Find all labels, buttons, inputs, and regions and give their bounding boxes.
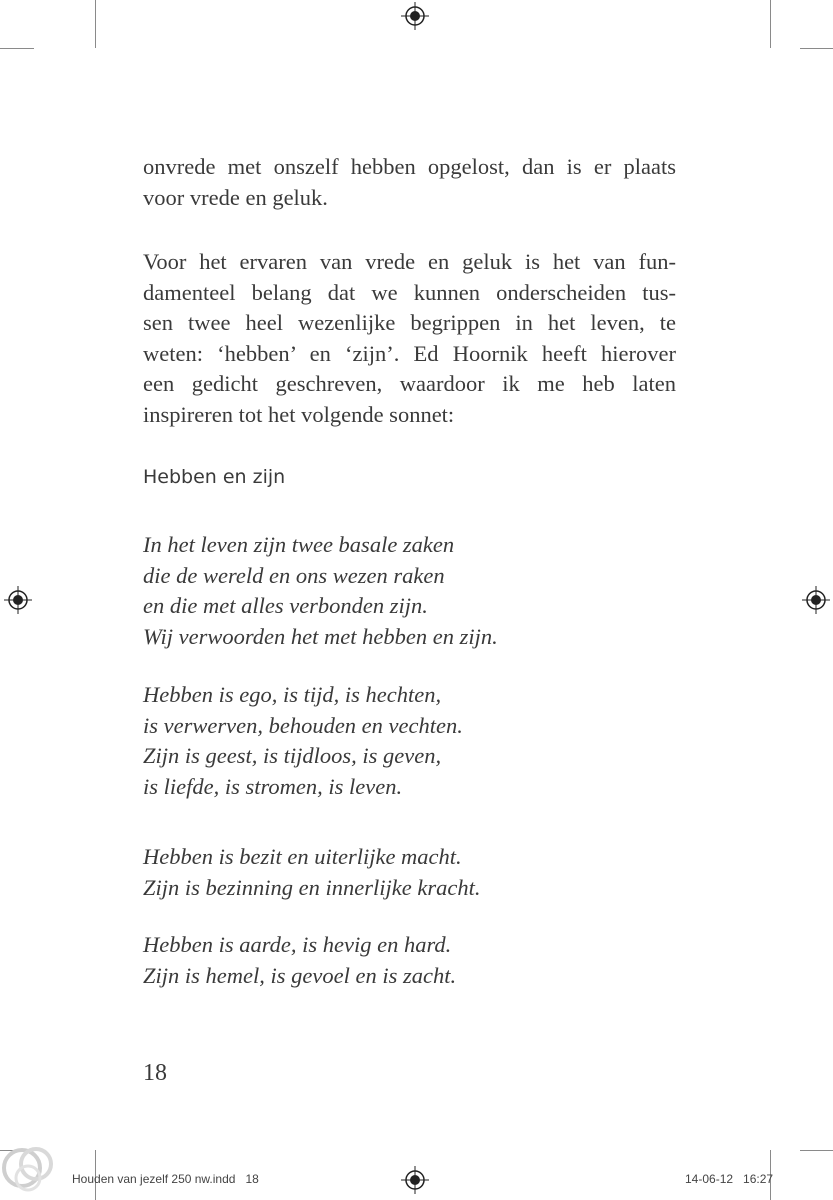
text-line: weten: ‘hebben’ en ‘zijn’. Ed Hoornik heeft hierover <box>143 340 676 366</box>
poem-line: die de wereld en ons wezen raken <box>143 562 445 588</box>
paragraph-2 <box>143 247 676 430</box>
poem-line: en die met alles verbonden zijn. <box>143 593 428 618</box>
crop-mark-top-right-h <box>800 48 833 49</box>
bol-watermark-icon <box>0 1138 58 1194</box>
poem-stanza-4 <box>143 930 456 991</box>
text-line: onvrede met onszelf hebben opgelost, dan is er plaats <box>143 154 676 179</box>
crop-mark-top-right <box>770 0 771 48</box>
text-line: damenteel belang dat we kunnen onderscheiden tus- <box>143 279 676 305</box>
registration-mark-icon <box>401 1166 429 1194</box>
crop-mark-top-left-h <box>0 48 34 49</box>
poem-line: Wij verwoorden het met hebben en zijn. <box>143 623 498 649</box>
poem-line: Hebben is bezit en uiterlijke macht. <box>143 844 462 869</box>
text-line: sen twee heel wezenlijke begrippen in het leven, te <box>143 310 676 335</box>
poem-line: Hebben is ego, is tijd, is hechten, <box>143 682 442 707</box>
poem-line: Hebben is aarde, is hevig en hard. <box>143 932 452 957</box>
crop-mark-bottom-right-h <box>800 1150 833 1151</box>
crop-mark-top-left <box>95 0 96 48</box>
poem-line: In het leven zijn twee basale zaken <box>143 532 455 557</box>
poem-stanza-3 <box>143 842 480 903</box>
paragraph-1 <box>143 152 676 213</box>
slug-file-name: Houden van jezelf 250 nw.indd 18 <box>72 1172 259 1186</box>
registration-mark-icon <box>4 586 32 614</box>
text-line: voor vrede en geluk. <box>143 184 328 210</box>
page-number: 18 <box>143 1060 167 1086</box>
text-line: inspireren tot het volgende sonnet: <box>143 401 455 427</box>
text-line: een gedicht geschreven, waardoor ik me heb laten <box>143 371 676 396</box>
poem-line: Zijn is geest, is tijdloos, is geven, <box>143 743 442 768</box>
poem-title: Hebben en zijn <box>143 466 286 488</box>
poem-line: Zijn is bezinning en innerlijke kracht. <box>143 874 481 900</box>
poem-stanza-2 <box>143 680 463 802</box>
poem-line: Zijn is hemel, is gevoel en is zacht. <box>143 962 457 988</box>
registration-mark-icon <box>401 2 429 30</box>
registration-mark-icon <box>802 586 830 614</box>
poem-stanza-1 <box>143 530 498 652</box>
slug-date-time: 14-06-12 16:27 <box>685 1172 774 1186</box>
text-line: Voor het ervaren van vrede en geluk is het van fun- <box>143 249 676 274</box>
poem-line: is verwerven, behouden en vechten. <box>143 712 463 738</box>
poem-line: is liefde, is stromen, is leven. <box>143 773 403 799</box>
